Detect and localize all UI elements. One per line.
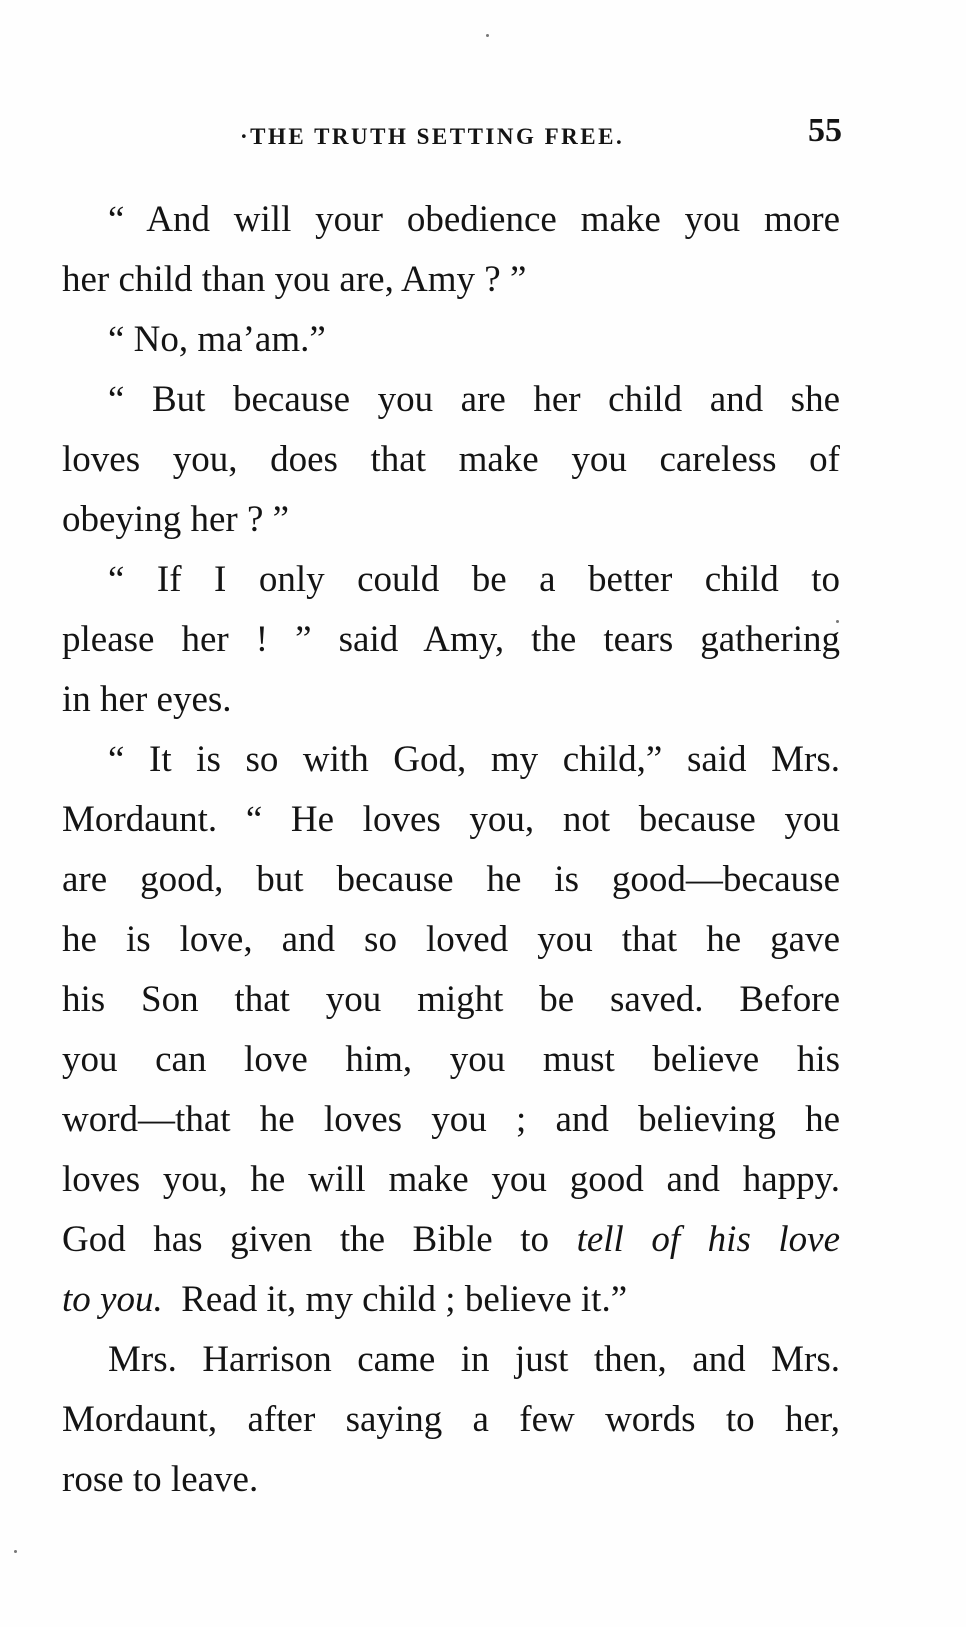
text-line: Mordaunt, after saying a few words to her, — [62, 1399, 840, 1440]
text-run: Read it, my child ; believe it.” — [162, 1279, 628, 1320]
paragraph — [62, 190, 840, 310]
paragraph — [62, 310, 840, 370]
text-line: loves you, he will make you good and happy. — [62, 1159, 840, 1200]
text-line: loves you, does that make you careless of — [62, 439, 840, 480]
text-line: word—that he loves you ; and believing he — [62, 1099, 840, 1140]
text-line: are good, but because he is good—because — [62, 859, 840, 900]
text-line: rose to leave. — [62, 1459, 259, 1500]
text-line: “ It is so with God, my child,” said Mrs. — [108, 739, 840, 780]
text-line: “ If I only could be a better child to — [108, 559, 840, 600]
text-line: his Son that you might be saved. Before — [62, 979, 840, 1020]
page-header — [62, 108, 842, 158]
text-line — [62, 1210, 840, 1270]
text-line: “ And will your obedience make you more — [108, 199, 840, 240]
page-number: 55 — [808, 112, 842, 149]
text-line: “ But because you are her child and she — [108, 379, 840, 420]
running-title: ·THE TRUTH SETTING FREE. — [240, 124, 625, 149]
text-line — [62, 1270, 840, 1330]
text-line: he is love, and so loved you that he gave — [62, 919, 840, 960]
text-line: Mordaunt. “ He loves you, not because you — [62, 799, 840, 840]
italic-text: tell of his love — [576, 1219, 840, 1260]
paragraph — [62, 550, 840, 730]
text-line: Mrs. Harrison came in just then, and Mrs. — [108, 1339, 840, 1380]
paragraph — [62, 370, 840, 550]
paper-speck — [14, 1550, 17, 1553]
paragraph — [62, 1330, 840, 1510]
paragraph — [62, 730, 840, 1330]
text-run: God has given the Bible to — [62, 1219, 577, 1260]
paper-speck — [486, 34, 489, 37]
body-text — [62, 190, 840, 1510]
text-line: “ No, ma’am.” — [108, 319, 326, 360]
italic-text: to you. — [62, 1279, 163, 1320]
text-line: in her eyes. — [62, 679, 232, 720]
text-line: please her ! ” said Amy, the tears gathering — [62, 619, 840, 660]
text-line: you can love him, you must believe his — [62, 1039, 840, 1080]
text-line: obeying her ? ” — [62, 499, 290, 540]
text-line: her child than you are, Amy ? ” — [62, 259, 527, 300]
